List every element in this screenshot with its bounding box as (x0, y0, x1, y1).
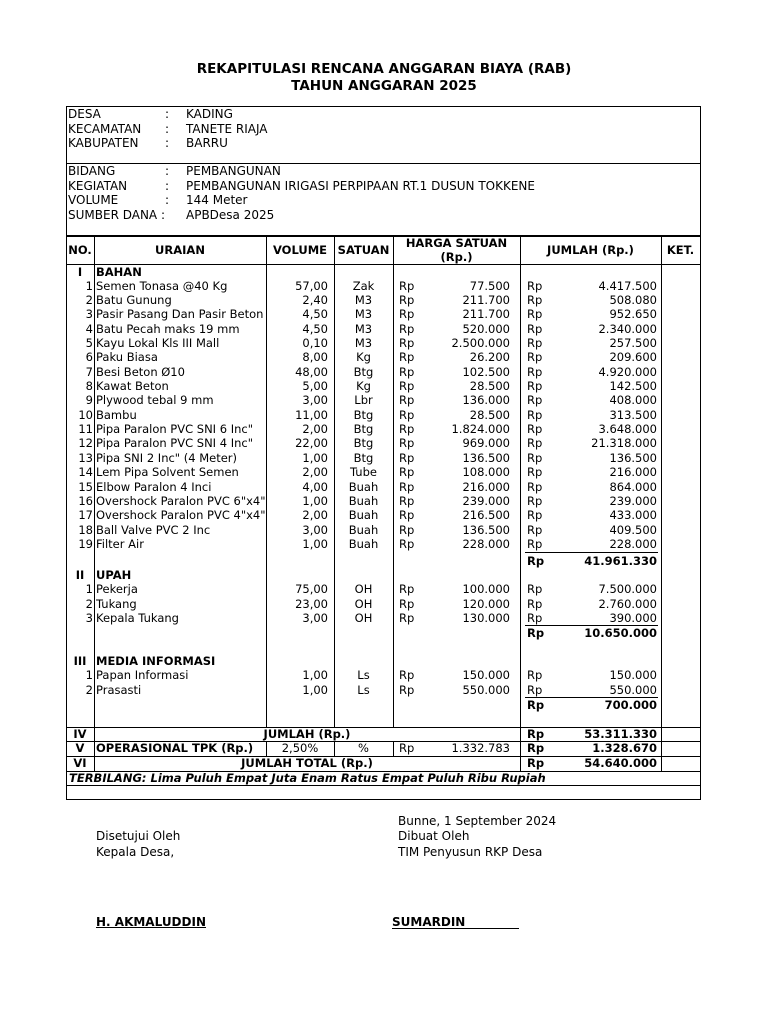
row-total-currency: Rp (527, 611, 543, 625)
row-satuan: Btg (353, 408, 374, 422)
jumlah-total-value: 54.640.000 (584, 756, 657, 770)
row-harga: 1.824.000 (451, 422, 510, 436)
row-uraian: Papan Informasi (96, 668, 189, 682)
row-no: 3 (85, 611, 93, 625)
preparer-title: TIM Penyusun RKP Desa (398, 845, 543, 859)
row-uraian: Overshock Paralon PVC 4"x4" (96, 508, 266, 522)
row-volume: 1,00 (302, 683, 328, 697)
row-satuan: Buah (348, 537, 379, 551)
row-jumlah: 21.318.000 (591, 436, 657, 450)
approver-title: Kepala Desa, (96, 845, 175, 859)
col-header-ket: KET. (666, 243, 695, 257)
operasional-volume: 2,50% (281, 741, 319, 755)
row-total-currency: Rp (527, 422, 543, 436)
row-harga: 211.700 (462, 307, 510, 321)
row-total-currency: Rp (527, 322, 543, 336)
jumlah-currency: Rp (527, 727, 545, 741)
subtotal-currency: Rp (527, 554, 545, 568)
row-uraian: Pipa SNI 2 Inc" (4 Meter) (96, 451, 238, 465)
info-row-kegiatan: KEGIATAN : PEMBANGUNAN IRIGASI PERPIPAAN RT.1 DUSUN TOKKENE (68, 178, 535, 193)
row-price-currency: Rp (399, 408, 415, 422)
row-satuan: Ls (357, 683, 370, 697)
row-uraian: Filter Air (96, 537, 144, 551)
row-uraian: Pipa Paralon PVC SNI 4 Inc" (96, 436, 253, 450)
row-uraian: Semen Tonasa @40 Kg (96, 279, 228, 293)
row-satuan: Zak (352, 279, 375, 293)
place-date: Bunne, 1 September 2024 (398, 814, 557, 828)
row-uraian: Batu Gunung (96, 293, 172, 307)
row-uraian: Paku Biasa (96, 350, 158, 364)
row-volume: 2,40 (302, 293, 328, 307)
row-harga: 100.000 (462, 582, 510, 596)
info-row-desa: DESA : KADING (68, 107, 233, 121)
row-no: 7 (85, 365, 93, 379)
row-jumlah: 150.000 (609, 668, 657, 682)
row-satuan: M3 (354, 293, 373, 307)
row-total-currency: Rp (527, 279, 543, 293)
row-volume: 1,00 (302, 451, 328, 465)
section-title-upah: UPAH (96, 568, 132, 582)
jumlah-total-currency: Rp (527, 756, 545, 770)
row-total-currency: Rp (527, 494, 543, 508)
total-code: IV (73, 727, 87, 741)
row-jumlah: 136.500 (609, 451, 657, 465)
row-jumlah: 2.340.000 (598, 322, 657, 336)
row-price-currency: Rp (399, 322, 415, 336)
row-harga: 28.500 (469, 379, 510, 393)
row-harga: 136.500 (462, 451, 510, 465)
row-jumlah: 3.648.000 (598, 422, 657, 436)
subtotal-upah: 10.650.000 (584, 626, 657, 640)
row-price-currency: Rp (399, 582, 415, 596)
subtotal-media: 700.000 (604, 698, 657, 712)
col-header-harga-satuan: HARGA SATUAN (Rp.) (405, 236, 508, 264)
row-volume: 4,50 (302, 307, 328, 321)
row-no: 16 (78, 494, 93, 508)
row-harga: 216.000 (462, 480, 510, 494)
row-volume: 1,00 (302, 668, 328, 682)
row-total-currency: Rp (527, 336, 543, 350)
row-jumlah: 142.500 (609, 379, 657, 393)
total-code: VI (73, 756, 87, 770)
preparer-underline (392, 928, 519, 929)
row-satuan: Buah (348, 523, 379, 537)
row-total-currency: Rp (527, 408, 543, 422)
row-harga: 550.000 (462, 683, 510, 697)
total-code: V (75, 741, 85, 755)
row-harga: 228.000 (462, 537, 510, 551)
row-jumlah: 952.650 (609, 307, 657, 321)
row-satuan: Btg (353, 422, 374, 436)
col-header-volume: VOLUME (272, 243, 328, 257)
row-total-currency: Rp (527, 523, 543, 537)
row-no: 9 (85, 393, 93, 407)
row-volume: 5,00 (302, 379, 328, 393)
section-code: II (75, 568, 85, 582)
row-volume: 1,00 (302, 494, 328, 508)
info-row-kecamatan: KECAMATAN : TANETE RIAJA (68, 121, 268, 136)
row-total-currency: Rp (527, 436, 543, 450)
row-no: 1 (85, 668, 93, 682)
row-price-currency: Rp (399, 365, 415, 379)
operasional-unit: % (358, 741, 369, 755)
activity-info (68, 164, 688, 222)
operasional-currency: Rp (527, 741, 545, 755)
row-jumlah: 209.600 (609, 350, 657, 364)
row-uraian: Lem Pipa Solvent Semen (96, 465, 239, 479)
row-uraian: Overshock Paralon PVC 6"x4" (96, 494, 266, 508)
row-harga: 2.500.000 (451, 336, 510, 350)
row-no: 1 (85, 279, 93, 293)
row-total-currency: Rp (527, 597, 543, 611)
terbilang: TERBILANG: Lima Puluh Empat Juta Enam Ratus Empat Puluh Ribu Rupiah (69, 771, 546, 785)
row-volume: 4,50 (302, 322, 328, 336)
row-price-currency: Rp (399, 537, 415, 551)
row-uraian: Kepala Tukang (96, 611, 179, 625)
row-no: 2 (85, 597, 93, 611)
row-jumlah: 390.000 (609, 611, 657, 625)
info-row-bidang: BIDANG : PEMBANGUNAN (68, 164, 281, 178)
row-total-currency: Rp (527, 537, 543, 551)
row-uraian: Elbow Paralon 4 Inci (96, 480, 212, 494)
row-uraian: Tukang (96, 597, 137, 611)
row-jumlah: 4.920.000 (598, 365, 657, 379)
row-price-currency: Rp (399, 508, 415, 522)
row-uraian: Besi Beton Ø10 (96, 365, 185, 379)
location-info (68, 107, 688, 151)
document-title: REKAPITULASI RENCANA ANGGARAN BIAYA (RAB) (196, 61, 572, 77)
row-uraian: Kayu Lokal Kls III Mall (96, 336, 220, 350)
row-no: 10 (78, 408, 93, 422)
row-volume: 0,10 (302, 336, 328, 350)
row-harga: 108.000 (462, 465, 510, 479)
row-volume: 75,00 (295, 582, 328, 596)
row-satuan: Tube (350, 465, 377, 479)
section-title-bahan: BAHAN (96, 265, 142, 279)
subtotal-underline (525, 552, 658, 553)
row-price-currency: Rp (399, 668, 415, 682)
row-volume: 3,00 (302, 393, 328, 407)
row-uraian: Pekerja (96, 582, 138, 596)
row-uraian: Plywood tebal 9 mm (96, 393, 214, 407)
row-volume: 23,00 (295, 597, 328, 611)
row-satuan: OH (354, 611, 373, 625)
row-no: 3 (85, 307, 93, 321)
row-jumlah: 257.500 (609, 336, 657, 350)
row-uraian: Kawat Beton (96, 379, 169, 393)
row-total-currency: Rp (527, 307, 543, 321)
row-jumlah: 508.080 (609, 293, 657, 307)
row-jumlah: 216.000 (609, 465, 657, 479)
row-harga: 211.700 (462, 293, 510, 307)
row-no: 15 (78, 480, 93, 494)
row-price-currency: Rp (399, 480, 415, 494)
row-volume: 4,00 (302, 480, 328, 494)
col-header-uraian: URAIAN (155, 243, 205, 257)
row-no: 2 (85, 293, 93, 307)
row-harga: 102.500 (462, 365, 510, 379)
info-row-kabupaten: KABUPATEN : BARRU (68, 136, 228, 150)
row-volume: 57,00 (295, 279, 328, 293)
row-price-currency: Rp (399, 451, 415, 465)
row-total-currency: Rp (527, 393, 543, 407)
row-no: 6 (85, 350, 93, 364)
row-uraian: Ball Valve PVC 2 Inc (96, 523, 211, 537)
row-satuan: Btg (353, 451, 374, 465)
operasional-price-currency: Rp (399, 741, 415, 755)
row-price-currency: Rp (399, 611, 415, 625)
row-no: 18 (78, 523, 93, 537)
row-harga: 28.500 (469, 408, 510, 422)
section-title-media: MEDIA INFORMASI (96, 654, 216, 668)
row-satuan: Buah (348, 494, 379, 508)
row-satuan: OH (354, 597, 373, 611)
row-price-currency: Rp (399, 350, 415, 364)
row-harga: 26.200 (469, 350, 510, 364)
row-no: 17 (78, 508, 93, 522)
row-uraian: Prasasti (96, 683, 142, 697)
row-no: 8 (85, 379, 93, 393)
subtotal-bahan: 41.961.330 (584, 554, 657, 568)
row-price-currency: Rp (399, 683, 415, 697)
operasional-price: 1.332.783 (451, 741, 510, 755)
row-jumlah: 2.760.000 (598, 597, 657, 611)
row-uraian: Pipa Paralon PVC SNI 6 Inc" (96, 422, 253, 436)
row-total-currency: Rp (527, 379, 543, 393)
row-jumlah: 433.000 (609, 508, 657, 522)
row-jumlah: 239.000 (609, 494, 657, 508)
row-price-currency: Rp (399, 465, 415, 479)
row-jumlah: 409.500 (609, 523, 657, 537)
jumlah-value: 53.311.330 (584, 727, 657, 741)
row-harga: 969.000 (462, 436, 510, 450)
row-price-currency: Rp (399, 279, 415, 293)
row-harga: 136.500 (462, 523, 510, 537)
row-jumlah: 864.000 (609, 480, 657, 494)
row-total-currency: Rp (527, 480, 543, 494)
row-volume: 3,00 (302, 523, 328, 537)
row-no: 1 (85, 582, 93, 596)
row-no: 4 (85, 322, 93, 336)
jumlah-label: JUMLAH (Rp.) (263, 727, 351, 741)
row-total-currency: Rp (527, 350, 543, 364)
row-volume: 1,00 (302, 537, 328, 551)
row-satuan: Ls (357, 668, 370, 682)
operasional-label: OPERASIONAL TPK (Rp.) (96, 741, 254, 755)
row-price-currency: Rp (399, 379, 415, 393)
row-harga: 77.500 (469, 279, 510, 293)
approver-name: H. AKMALUDDIN (96, 915, 206, 929)
row-price-currency: Rp (399, 336, 415, 350)
row-total-currency: Rp (527, 508, 543, 522)
row-no: 11 (78, 422, 93, 436)
row-harga: 136.000 (462, 393, 510, 407)
operasional-value: 1.328.670 (592, 741, 657, 755)
row-harga: 216.500 (462, 508, 510, 522)
row-no: 5 (85, 336, 93, 350)
approver-label: Disetujui Oleh (96, 829, 181, 843)
row-jumlah: 4.417.500 (598, 279, 657, 293)
row-price-currency: Rp (399, 293, 415, 307)
row-no: 14 (78, 465, 93, 479)
row-satuan: M3 (354, 336, 373, 350)
col-header-satuan: SATUAN (337, 243, 390, 257)
col-header-jumlah: JUMLAH (Rp.) (547, 243, 634, 257)
row-satuan: Btg (353, 436, 374, 450)
row-satuan: Buah (348, 480, 379, 494)
section-code: I (77, 265, 83, 279)
row-jumlah: 550.000 (609, 683, 657, 697)
row-volume: 8,00 (302, 350, 328, 364)
row-satuan: M3 (354, 307, 373, 321)
row-volume: 22,00 (295, 436, 328, 450)
document-subtitle: TAHUN ANGGARAN 2025 (291, 78, 477, 94)
info-row-sumber-dana: SUMBER DANA : APBDesa 2025 (68, 207, 275, 222)
subtotal-currency: Rp (527, 626, 545, 640)
row-satuan: Kg (356, 350, 371, 364)
row-satuan: Btg (353, 365, 374, 379)
row-volume: 2,00 (302, 508, 328, 522)
row-jumlah: 7.500.000 (598, 582, 657, 596)
row-price-currency: Rp (399, 436, 415, 450)
row-no: 19 (78, 537, 93, 551)
row-volume: 48,00 (295, 365, 328, 379)
row-harga: 520.000 (462, 322, 510, 336)
row-price-currency: Rp (399, 307, 415, 321)
row-harga: 150.000 (462, 668, 510, 682)
row-price-currency: Rp (399, 393, 415, 407)
info-row-volume: VOLUME : 144 Meter (68, 193, 248, 207)
row-harga: 239.000 (462, 494, 510, 508)
row-jumlah: 228.000 (609, 537, 657, 551)
row-price-currency: Rp (399, 523, 415, 537)
row-price-currency: Rp (399, 422, 415, 436)
row-no: 12 (78, 436, 93, 450)
row-total-currency: Rp (527, 293, 543, 307)
subtotal-currency: Rp (527, 698, 545, 712)
row-total-currency: Rp (527, 582, 543, 596)
row-volume: 11,00 (295, 408, 328, 422)
preparer-name: SUMARDIN (392, 915, 466, 929)
row-satuan: Buah (348, 508, 379, 522)
row-harga: 130.000 (462, 611, 510, 625)
row-volume: 2,00 (302, 422, 328, 436)
row-satuan: Kg (356, 379, 371, 393)
row-volume: 2,00 (302, 465, 328, 479)
preparer-label: Dibuat Oleh (398, 829, 470, 843)
row-no: 2 (85, 683, 93, 697)
row-satuan: Lbr (354, 393, 373, 407)
col-header-no: NO. (68, 243, 92, 257)
row-jumlah: 408.000 (609, 393, 657, 407)
jumlah-total-label: JUMLAH TOTAL (Rp.) (241, 756, 373, 770)
row-uraian: Pasir Pasang Dan Pasir Beton (96, 307, 264, 321)
row-satuan: M3 (354, 322, 373, 336)
row-price-currency: Rp (399, 494, 415, 508)
row-total-currency: Rp (527, 365, 543, 379)
row-total-currency: Rp (527, 683, 543, 697)
row-volume: 3,00 (302, 611, 328, 625)
row-uraian: Bambu (96, 408, 137, 422)
row-total-currency: Rp (527, 465, 543, 479)
section-code: III (73, 654, 87, 668)
row-total-currency: Rp (527, 451, 543, 465)
row-no: 13 (78, 451, 93, 465)
row-total-currency: Rp (527, 668, 543, 682)
row-jumlah: 313.500 (609, 408, 657, 422)
row-harga: 120.000 (462, 597, 510, 611)
row-satuan: OH (354, 582, 373, 596)
row-uraian: Batu Pecah maks 19 mm (96, 322, 240, 336)
row-price-currency: Rp (399, 597, 415, 611)
